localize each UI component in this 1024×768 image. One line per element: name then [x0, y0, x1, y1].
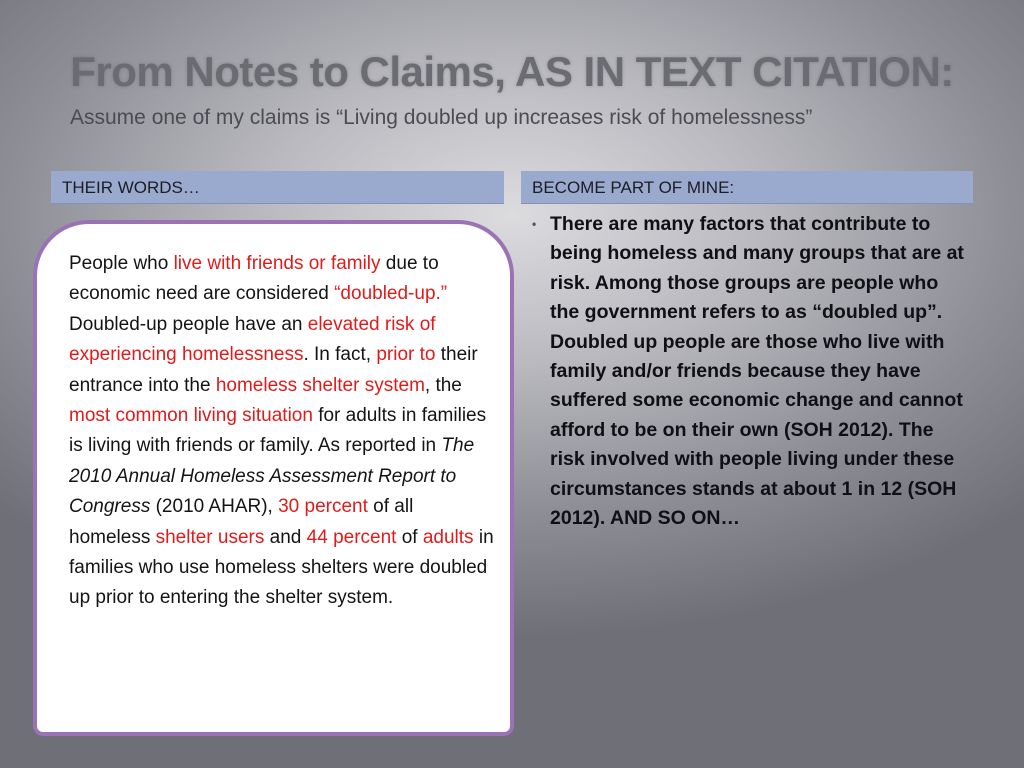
quote-text: of — [396, 526, 423, 548]
report-title: The 2010 Annual Homeless Assessment Report to Congress — [69, 435, 475, 518]
quote-highlight: “doubled-up.” — [334, 283, 448, 305]
quote-text: in families who use homeless shelters were doubled up prior to entering the shelter system. — [69, 526, 494, 609]
quote-highlight: 44 percent — [306, 526, 397, 548]
paraphrase-item — [532, 210, 972, 533]
quote-highlight: prior to — [376, 344, 436, 366]
paraphrase-text: There are many factors that contribute to being homeless and many groups that are at risk. Among those groups are people who the government refers to as “doubled up”. Doubled up people are those who live with family and/or friends because they have suffered some economic change and cannot afford to be on their own (SOH 2012). The risk involved with people living under these circumstances stands at about 1 in 12 (SOH 2012). AND SO ON… — [550, 213, 964, 530]
slide-title: From Notes to Claims, AS IN TEXT CITATION: — [70, 48, 954, 95]
quote-text: . In fact, — [303, 344, 377, 366]
quote-text: , the — [424, 374, 462, 396]
quote-text: for adults in families is living with friends or family. As reported in — [69, 405, 487, 457]
quote-highlight: homeless shelter system — [215, 374, 425, 396]
quote-highlight: adults — [422, 526, 474, 548]
quote-text: due to economic need are considered — [69, 253, 439, 305]
quote-text: of all homeless — [69, 496, 414, 548]
quote-highlight: most common living situation — [69, 405, 313, 427]
their-words-header: THEIR WORDS… — [51, 171, 504, 204]
quote-highlight: elevated risk of experiencing homelessness — [69, 313, 436, 366]
slide-subtitle: Assume one of my claims is “Living doubled up increases risk of homelessness” — [70, 106, 813, 129]
quote-text: (2010 AHAR), — [150, 496, 279, 518]
quote-highlight: shelter users — [155, 526, 265, 548]
quote-highlight: 30 percent — [278, 496, 368, 518]
quote-text: their entrance into the — [69, 344, 478, 396]
quote-text: Doubled-up people have an — [69, 313, 308, 335]
quote-text: People who — [69, 253, 174, 274]
bullet-icon: • — [532, 217, 537, 231]
quote-highlight: live with friends or family — [173, 253, 381, 274]
paraphrase-list — [532, 210, 972, 533]
quote-text: and — [264, 526, 307, 548]
source-quote-box — [33, 220, 514, 736]
become-part-of-mine-header: BECOME PART OF MINE: — [521, 171, 973, 204]
